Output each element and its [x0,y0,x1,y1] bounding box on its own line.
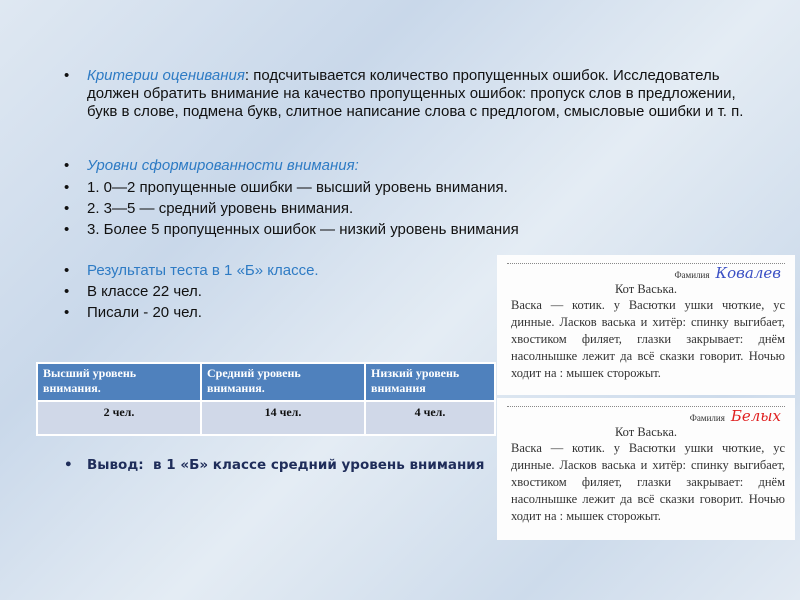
level-1-text: 1. 0—2 пропущенные ошибки — высший уровень внимания. [87,179,508,196]
conclusion-label: Вывод: [87,457,144,473]
level-3 [64,221,519,239]
bullet: • [64,221,70,238]
table-row [37,401,495,435]
table-cell: 4 чел. [365,401,495,435]
table-cell: 14 чел. [201,401,365,435]
surname-label: Фамилия [689,413,725,423]
levels-title: Уровни сформированности внимания: [87,157,359,174]
table-cell: 2 чел. [37,401,201,435]
bullet: • [64,304,70,321]
results-title: Результаты теста в 1 «Б» классе. [87,262,319,279]
participants-text: Писали - 20 чел. [87,304,202,321]
results-table [36,362,496,436]
table-header-row [37,363,495,401]
surname-handwritten: Ковалев [715,264,781,282]
bullet: • [64,179,70,196]
bullet: • [64,283,70,300]
bullet: • [64,262,70,279]
surname-field [497,264,795,282]
sheet-title: Кот Васька. [614,425,678,439]
levels-heading [64,157,359,175]
test-sheet-2 [497,398,795,540]
level-2 [64,200,353,218]
test-sheet-1 [497,255,795,395]
participants [64,304,202,322]
bullet: • [64,200,70,217]
criteria-bullet [64,67,744,121]
sheet-text: Васка — котик. у Васютки ушки чюткие, ус динные. Ласков васька и хитёр: спинку выгибает, хвостиком филяет, глазки закрывает: днём насолнышке лежит да всё сказки говорит. Ночью ходит на : мышек сторожыт. [511,298,785,380]
level-2-text: 2. 3—5 — средний уровень внимания. [87,200,354,217]
level-1 [64,179,508,197]
bullet: • [64,157,70,174]
table-header: Высший уровень внимания. [37,363,201,401]
class-size [64,283,202,301]
table-header: Средний уровень внимания. [201,363,365,401]
conclusion [64,456,484,474]
surname-handwritten: Белых [730,407,781,425]
conclusion-text: в 1 «Б» классе средний уровень внимания [153,457,485,473]
results-heading [64,262,319,280]
table-header: Низкий уровень внимания [365,363,495,401]
surname-field [497,407,795,425]
bullet: • [64,67,70,84]
sheet-title: Кот Васька. [614,282,678,296]
bullet: • [64,457,73,473]
level-3-text: 3. Более 5 пропущенных ошибок — низкий уровень внимания [87,221,519,238]
criteria-label: Критерии оценивания [87,67,245,84]
class-size-text: В классе 22 чел. [87,283,202,300]
sheet-text: Васка — котик. у Васютки ушки чюткие, ус динные. Ласков васька и хитёр: спинку выгибает, хвостиком филяет, глазки закрывает: днём насолнышке лежит да всё сказки говорит. Ночью ходит на : мышек сторожыт. [511,441,785,523]
surname-label: Фамилия [674,270,710,280]
criteria-text: : подсчитывается количество пропущенных ошибок. Исследователь должен обратить внимание на качество пропущенных ошибок: пропуск слов в предложении, букв в слове, подмена букв, слитное написание слова с предлогом, смысловые ошибки и т. п. [87,67,744,120]
